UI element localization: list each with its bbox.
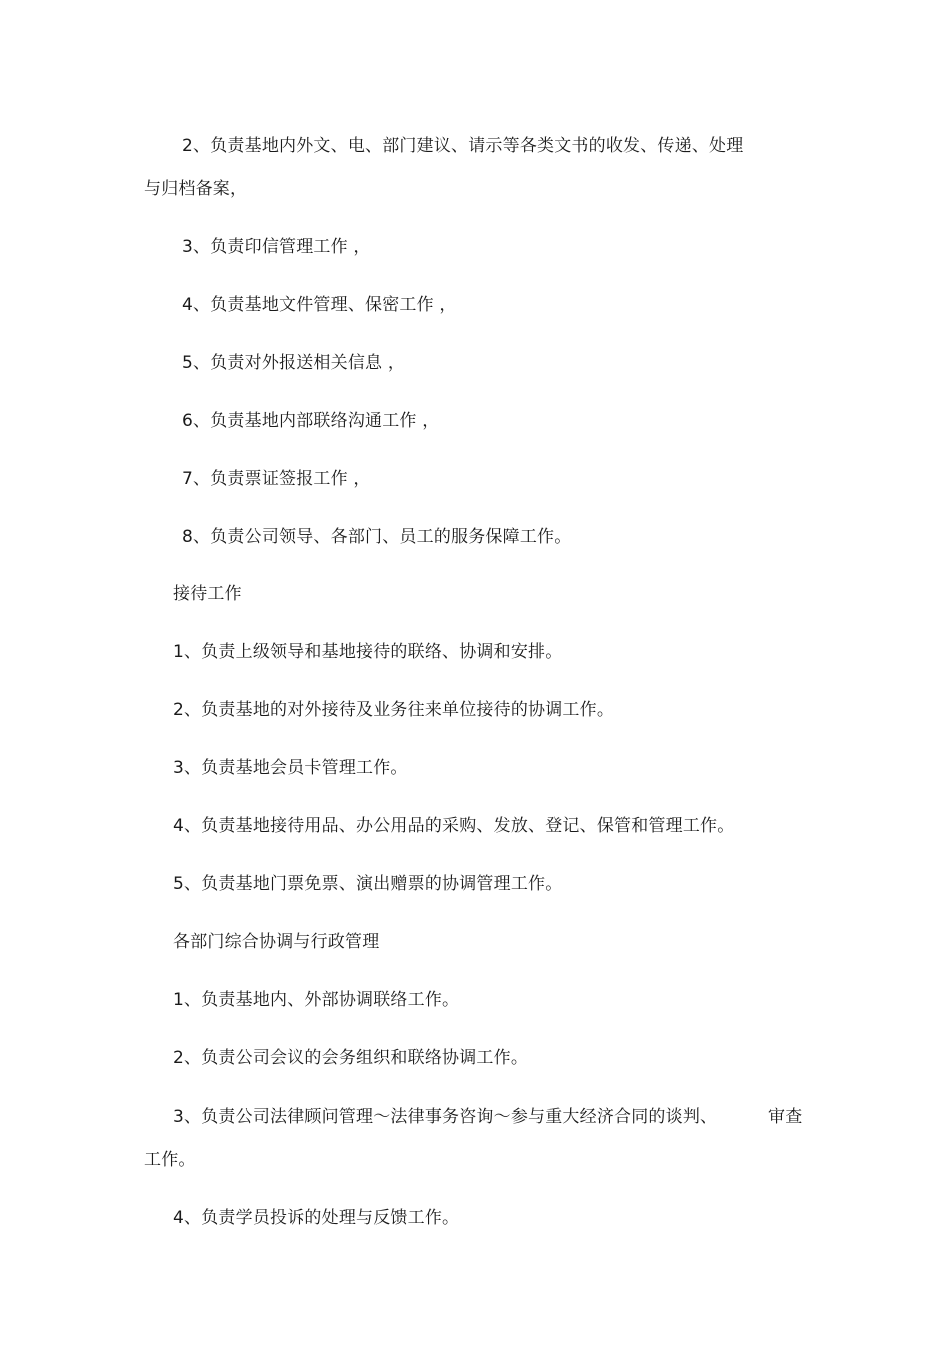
paragraph-line: 1、负责上级领导和基地接待的联络、协调和安排。 [173,642,563,662]
paragraph-line: 5、负责对外报送相关信息 ， [182,353,406,373]
paragraph-line: 4、负责学员投诉的处理与反馈工作。 [173,1208,460,1228]
paragraph-line: 3、负责印信管理工作 ， [182,237,371,257]
paragraph-line: 工作。 [144,1150,196,1170]
section-heading: 各部门综合协调与行政管理 [173,932,380,952]
paragraph-line: 2、负责基地的对外接待及业务往来单位接待的协调工作。 [173,700,615,720]
paragraph-line: 4、负责基地文件管理、保密工作 ， [182,295,457,315]
paragraph-line: 6、负责基地内部联络沟通工作 ， [182,411,440,431]
paragraph-line: 3、负责公司法律顾问管理～法律事务咨询～参与重大经济合同的谈判、 [173,1107,718,1127]
paragraph-line: 1、负责基地内、外部协调联络工作。 [173,990,460,1010]
paragraph-line-end: 审查 [768,1107,803,1127]
paragraph-line: 2、负责公司会议的会务组织和联络协调工作。 [173,1048,529,1068]
paragraph-line: 5、负责基地门票免票、演出赠票的协调管理工作。 [173,874,563,894]
paragraph-line: 与归档备案， [144,179,248,199]
paragraph-line: 7、负责票证签报工作 ， [182,469,371,489]
paragraph-line: 2、负责基地内外文、电、部门建议、请示等各类文书的收发、传递、处理 [182,136,744,156]
section-heading: 接待工作 [173,584,242,604]
paragraph-line: 3、负责基地会员卡管理工作。 [173,758,408,778]
paragraph-line: 4、负责基地接待用品、办公用品的采购、发放、登记、保管和管理工作。 [173,816,735,836]
paragraph-line: 8、负责公司领导、各部门、员工的服务保障工作。 [182,527,572,547]
